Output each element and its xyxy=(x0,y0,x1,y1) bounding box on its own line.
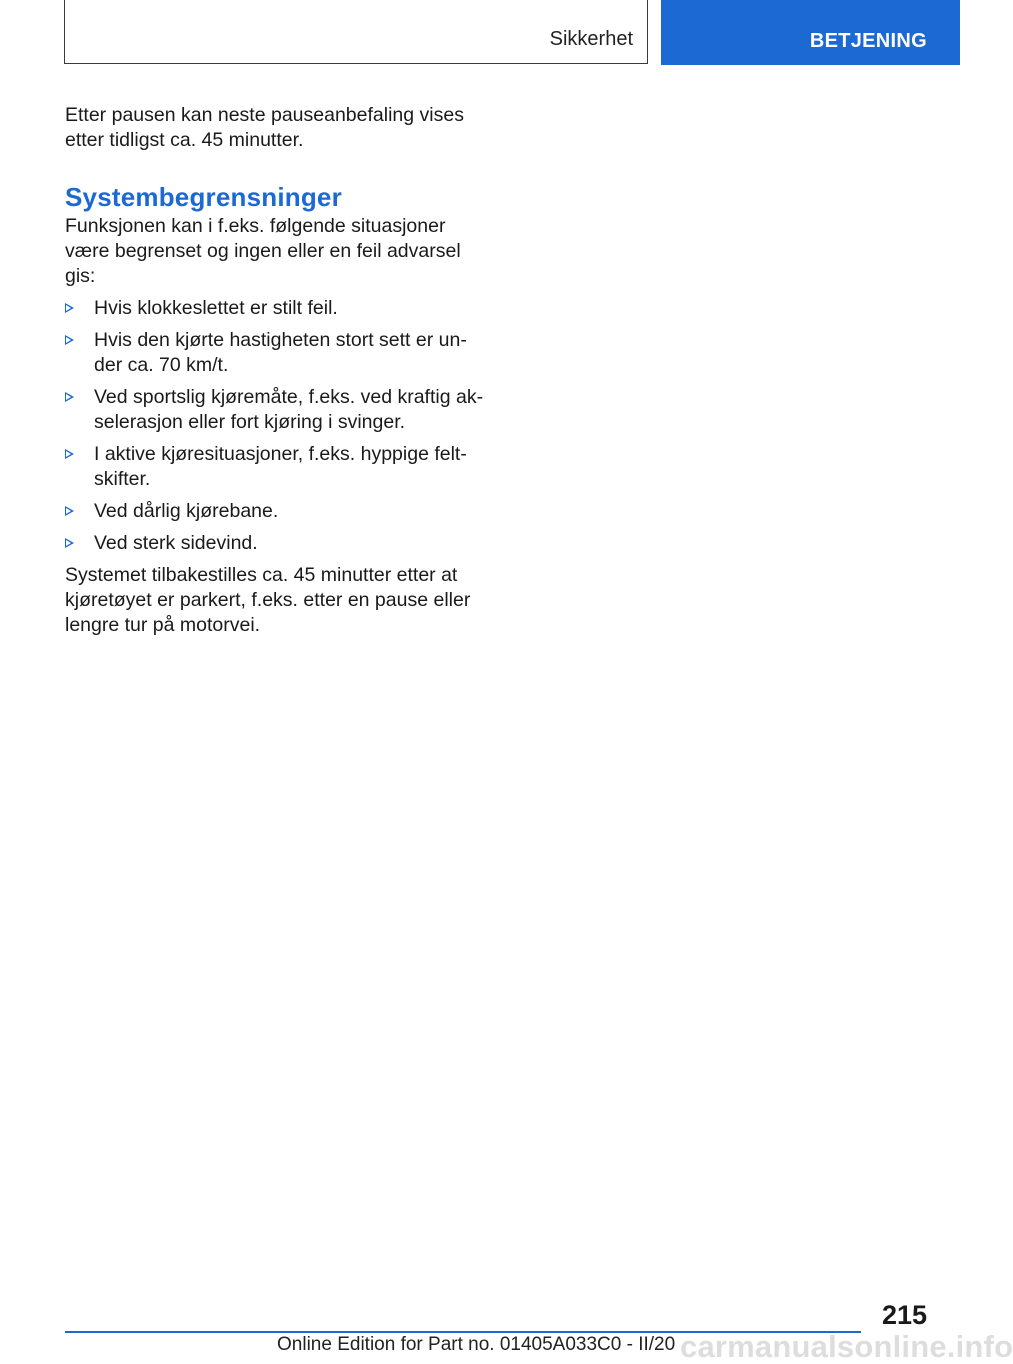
header-section-box xyxy=(64,0,648,64)
triangle-bullet-icon xyxy=(65,303,74,313)
page-number: 215 xyxy=(881,1300,927,1330)
list-item-text: I aktive kjøresituasjoner, f.eks. hyppige felt- skifter. xyxy=(94,443,467,490)
intro-paragraph: Etter pausen kan neste pauseanbefaling vises etter tidligst ca. 45 minutter. xyxy=(65,104,464,151)
list-item-text: Hvis den kjørte hastigheten stort sett er un- der ca. 70 km/t. xyxy=(94,329,467,376)
footer-edition-text: Online Edition for Part no. 01405A033C0 - II/20 xyxy=(277,1334,676,1355)
list-item-text: Hvis klokkeslettet er stilt feil. xyxy=(94,297,338,319)
header-chapter-label: BETJENING xyxy=(809,30,927,52)
list-item xyxy=(65,328,485,378)
list-item xyxy=(65,499,485,524)
main-content xyxy=(65,103,485,638)
section-lead-paragraph: Funksjonen kan i f.eks. følgende situasjoner være begrenset og ingen eller en feil advarsel gis: xyxy=(65,215,461,287)
list-item xyxy=(65,531,485,556)
triangle-bullet-icon xyxy=(65,335,74,345)
list-item xyxy=(65,296,485,321)
triangle-bullet-icon xyxy=(65,538,74,548)
header-section-label: Sikkerhet xyxy=(549,28,633,50)
section-title: Systembegrensninger xyxy=(65,182,342,212)
list-item-text: Ved sterk sidevind. xyxy=(94,532,258,554)
header-chapter-tab xyxy=(661,0,960,65)
triangle-bullet-icon xyxy=(65,449,74,459)
list-item-text: Ved sportslig kjøremåte, f.eks. ved kraftig ak- selerasjon eller fort kjøring i svinger. xyxy=(94,386,484,433)
triangle-bullet-icon xyxy=(65,392,74,402)
triangle-bullet-icon xyxy=(65,506,74,516)
limitations-list xyxy=(65,296,485,556)
watermark: carmanualsonline.info xyxy=(680,1329,1013,1364)
list-item-text: Ved dårlig kjørebane. xyxy=(94,500,279,522)
list-item xyxy=(65,442,485,492)
outro-paragraph: Systemet tilbakestilles ca. 45 minutter etter at kjøretøyet er parkert, f.eks. etter en pause eller lengre tur på motorvei. xyxy=(65,564,471,636)
list-item xyxy=(65,385,485,435)
